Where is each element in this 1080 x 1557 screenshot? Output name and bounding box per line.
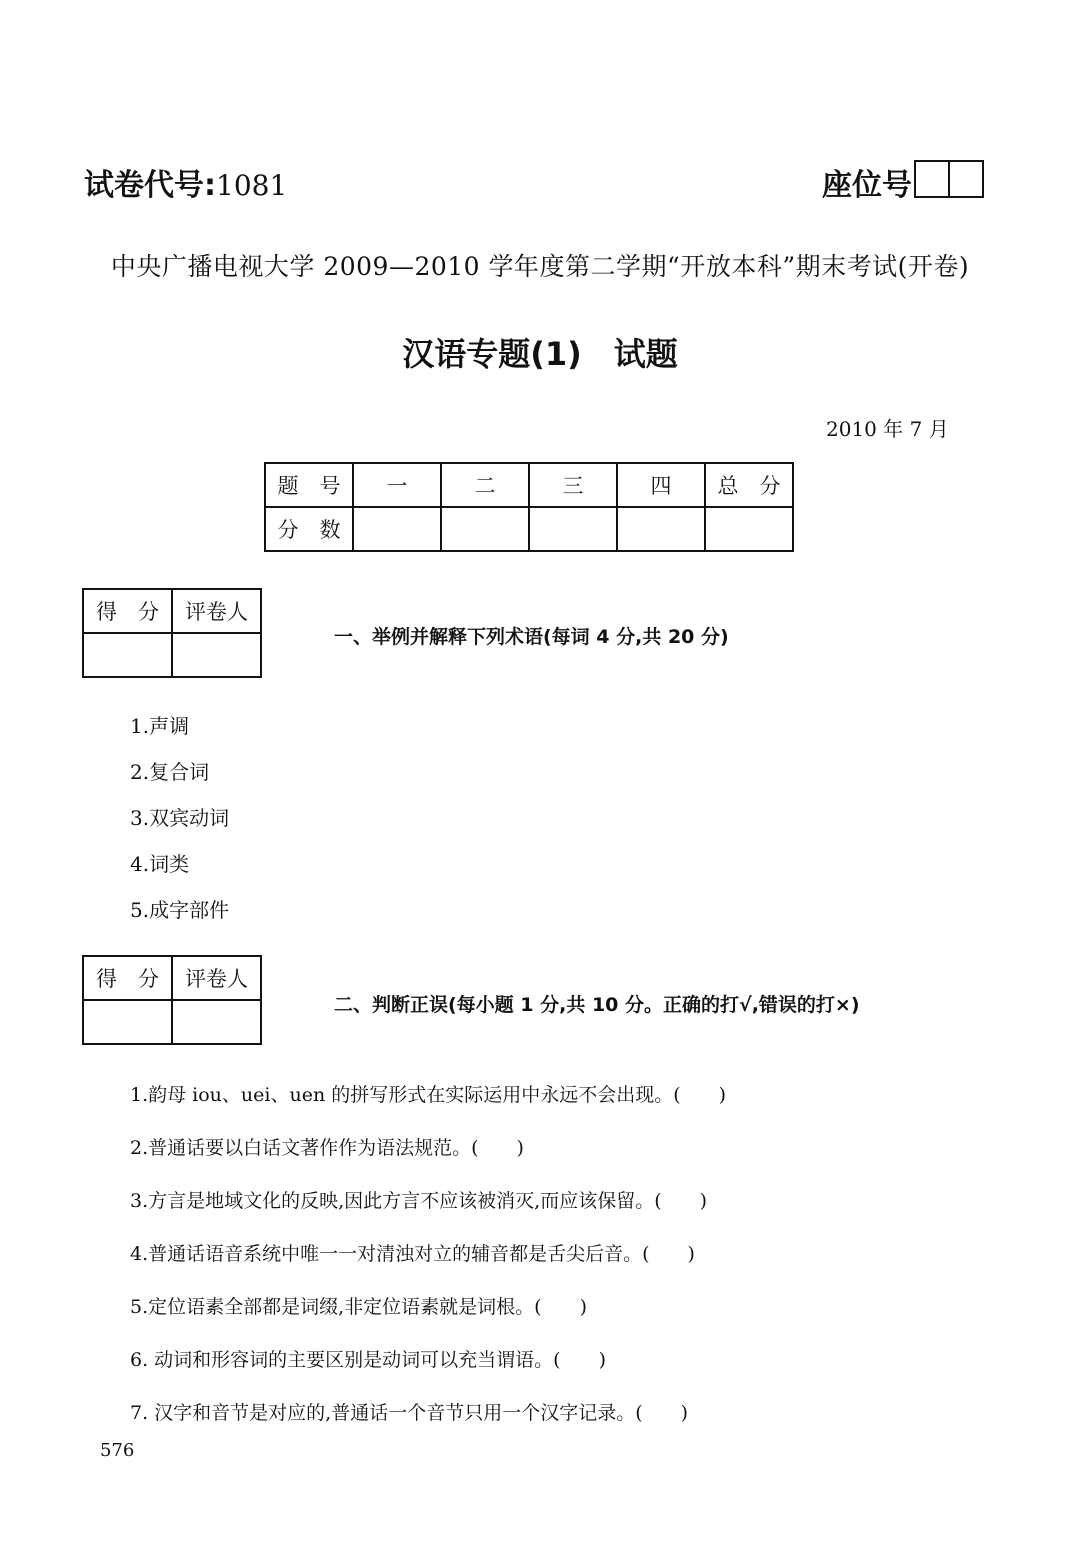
seat-number — [822, 160, 984, 204]
score-table-header-cell: 四 — [617, 463, 705, 507]
score-table — [264, 462, 794, 552]
grader-box-section1 — [82, 588, 262, 678]
score-label: 得 分 — [83, 589, 172, 633]
score-label: 得 分 — [83, 956, 172, 1000]
page-number: 576 — [100, 1440, 135, 1461]
section2-heading: 二、判断正误(每小题 1 分,共 10 分。正确的打√,错误的打×) — [334, 994, 860, 1016]
section1-heading: 一、举例并解释下列术语(每词 4 分,共 20 分) — [334, 626, 729, 648]
section1-term-list — [130, 710, 229, 940]
list-item: 3.双宾动词 — [130, 806, 230, 830]
list-item: 3.方言是地域文化的反映,因此方言不应该被消灭,而应该保留。( ) — [130, 1190, 708, 1212]
grader-box-section2 — [82, 955, 262, 1045]
score-table-header-cell: 二 — [441, 463, 529, 507]
score-table-header-cell: 题 号 — [265, 463, 353, 507]
score-table-score-row — [265, 507, 793, 551]
score-table-header-row — [265, 463, 793, 507]
grader-label: 评卷人 — [172, 956, 261, 1000]
list-item: 2.普通话要以白话文著作作为语法规范。( ) — [130, 1137, 524, 1159]
score-cell[interactable] — [529, 507, 617, 551]
score-cell[interactable] — [353, 507, 441, 551]
paper-code — [84, 160, 287, 204]
list-item: 1.声调 — [130, 714, 190, 738]
list-item: 7. 汉字和音节是对应的,普通话一个音节只用一个汉字记录。( ) — [130, 1402, 689, 1424]
grader-label: 评卷人 — [172, 589, 261, 633]
paper-code-label: 试卷代号: — [84, 168, 216, 203]
score-cell[interactable] — [617, 507, 705, 551]
seat-label: 座位号 — [822, 168, 912, 203]
score-table-header-cell: 一 — [353, 463, 441, 507]
exam-title: 汉语专题(1) 试题 — [402, 335, 678, 373]
seat-box[interactable] — [948, 162, 982, 196]
exam-subtitle: 中央广播电视大学 2009—2010 学年度第二学期“开放本科”期末考试(开卷) — [110, 252, 970, 281]
exam-date: 2010 年 7 月 — [826, 417, 949, 441]
section2-question-list — [130, 1080, 726, 1451]
score-cell[interactable] — [705, 507, 793, 551]
score-cell[interactable] — [441, 507, 529, 551]
seat-box[interactable] — [916, 162, 948, 196]
paper-code-number: 1081 — [216, 169, 288, 202]
list-item: 4.词类 — [130, 852, 190, 876]
grader-cell[interactable] — [172, 633, 261, 677]
seat-number-boxes — [914, 160, 984, 198]
list-item: 1.韵母 iou、uei、uen 的拼写形式在实际运用中永远不会出现。( ) — [130, 1084, 727, 1106]
score-table-header-cell: 三 — [529, 463, 617, 507]
list-item: 5.成字部件 — [130, 898, 230, 922]
score-table-row-label: 分 数 — [265, 507, 353, 551]
list-item: 5.定位语素全部都是词缀,非定位语素就是词根。( ) — [130, 1296, 587, 1318]
score-cell[interactable] — [83, 1000, 172, 1044]
list-item: 2.复合词 — [130, 760, 210, 784]
score-cell[interactable] — [83, 633, 172, 677]
list-item: 4.普通话语音系统中唯一一对清浊对立的辅音都是舌尖后音。( ) — [130, 1243, 695, 1265]
list-item: 6. 动词和形容词的主要区别是动词可以充当谓语。( ) — [130, 1349, 606, 1371]
score-table-header-cell: 总 分 — [705, 463, 793, 507]
grader-cell[interactable] — [172, 1000, 261, 1044]
